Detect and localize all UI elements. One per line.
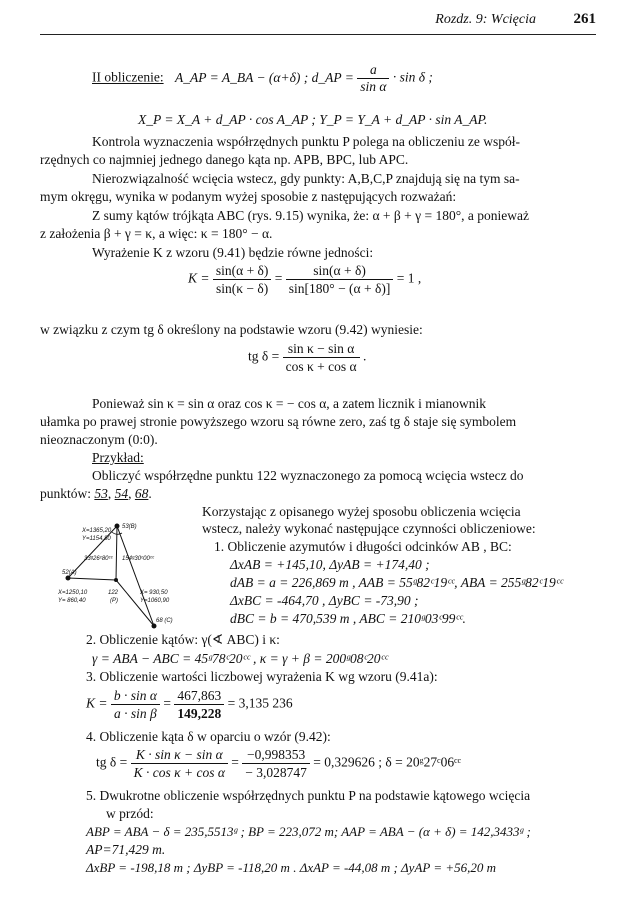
step-5-line-3: ΔxBP = -198,18 m ; ΔyBP = -118,20 m . ΔxAP = -44,08 m ; ΔyAP = +56,20 m <box>86 860 497 875</box>
step-2-line-1: γ = ABA − ABC = 45ᵍ78ᶜ20ᶜᶜ , κ = γ + β = 200ᵍ08ᶜ20ᶜᶜ <box>92 651 388 666</box>
line-b-c <box>117 526 154 626</box>
label-b: 53(B) <box>122 524 137 530</box>
example-line-2: punktów: 53, 54, 68. <box>40 486 152 501</box>
point-a <box>66 576 71 581</box>
label-c-y: Y=1060,90 <box>140 598 170 604</box>
label-angle-left: 33ᵍ26ᶜ80ᶜᶜ <box>84 556 113 562</box>
label-a-y: Y= 860,40 <box>58 598 86 604</box>
point-b <box>115 524 120 529</box>
example-line-1: Obliczyć współrzędne punktu 122 wyznaczonego za pomocą wcięcia wstecz do <box>92 468 524 483</box>
step-3-equation: K = $\frac{\text{b · sin α}}{\text{a · sin β}}$ = $\frac{467,863}{149,228}$ = 3,135 236 <box>86 688 293 721</box>
para-unsolvable-1: Nierozwiązalność wcięcia wstecz, gdy punkty: A,B,C,P znajdują się na tym sa- <box>92 171 520 186</box>
para-since-2: ułamka po prawej stronie powyższego wzoru są równe zero, zaś tg δ staje się symbolem <box>40 414 517 429</box>
label-b-y: Y=1154,80 <box>82 536 111 542</box>
step-1-line-2: dAB = a = 226,869 m , AAB = 55ᵍ82ᶜ19ᶜᶜ, ABA = 255ᵍ82ᶜ19ᶜᶜ <box>230 575 563 590</box>
step-1-title: 1. Obliczenie azymutów i długości odcinków AB , BC: <box>214 539 512 554</box>
step-1-line-4: dBC = b = 470,539 m , ABC = 210ᵍ03ᶜ99ᶜᶜ. <box>230 611 466 626</box>
coord-formula: X_P = X_A + d_AP · cos A_AP ; Y_P = Y_A + d_AP · sin A_AP. <box>138 112 488 127</box>
label-p-paren: (P) <box>110 598 118 604</box>
para-tg-delta: w związku z czym tg δ określony na podstawie wzoru (9.42) wyniesie: <box>40 322 423 337</box>
step-5-title: 5. Dwukrotne obliczenie współrzędnych punktu P na podstawie kątowego wcięcia <box>86 788 531 803</box>
point-c <box>152 624 157 629</box>
label-c-x: X= 930,50 <box>140 590 168 596</box>
label-a-x: X=1250,10 <box>58 590 88 596</box>
step-2-title: 2. Obliczenie kątów: γ(∢ ABC) i κ: <box>86 632 280 647</box>
example-label: Przykład: <box>92 450 144 465</box>
para-sum-1: Z sumy kątów trójkąta ABC (rys. 9.15) wynika, że: α + β + γ = 180°, a ponieważ <box>92 208 529 223</box>
second-calculation: II obliczenie: A_AP = A_BA − (α+δ) ; d_AP = $\frac{a}{\text{sin α}}$ · sin δ ; <box>92 62 433 94</box>
label-angle-right: 154ᵍ30ᶜ00ᶜᶜ <box>122 556 155 562</box>
equation-tg-delta: tg δ = $\frac{\text{sin κ − sin α}}{\text{cos κ + cos α}}$ . <box>248 341 367 374</box>
label-b-x: X=1365,20 <box>82 528 112 534</box>
para-since-3: nieoznaczonym (0:0). <box>40 432 158 447</box>
para-since-1: Ponieważ sin κ = sin α oraz cos κ = − cos α, a zatem licznik i mianownik <box>92 396 487 411</box>
step-5-line-2: AP=71,429 m. <box>86 842 166 857</box>
step-3-title: 3. Obliczenie wartości liczbowej wyrażenia K wg wzoru (9.41a): <box>86 669 438 684</box>
label-a: 52(A) <box>62 570 77 576</box>
step-4-equation: tg δ = $\frac{\text{K · sin κ − sin α}}{\text{K · cos κ + cos α}}$ = $\frac{-0,998353}{- 3,028747}$ = 0,329626 ; δ = 20ᵍ27ᶜ06ᶜᶜ <box>96 747 462 780</box>
para-expression: Wyrażenie K z wzoru (9.41) będzie równe jedności: <box>92 245 374 260</box>
para-sum-2: z założenia β + γ = κ, a więc: κ = 180° − α. <box>40 226 273 241</box>
line-a-p <box>68 578 116 580</box>
step-5-line-1: ABP = ABA − δ = 235,5513ᵍ ; BP = 223,072 m; AAP = ABA − (α + δ) = 142,3433ᵍ ; <box>86 824 531 839</box>
running-header <box>40 8 596 35</box>
example-intro-1: Korzystając z opisanego wyżej sposobu obliczenia wcięcia <box>202 504 521 519</box>
step-4-title: 4. Obliczenie kąta δ w oparciu o wzór (9.42): <box>86 729 331 744</box>
step-1-line-3: ΔxBC = -464,70 , ΔyBC = -73,90 ; <box>230 593 419 608</box>
point-p <box>114 578 118 582</box>
para-control-2: rzędnych co najmniej jednego danego kąta np. APB, BPC, lub APC. <box>40 152 409 167</box>
equation-k-unity: K = $\frac{\sin(\alpha + \delta)}{\sin(\kappa - \delta)}$ = $\frac{\sin(\alpha + \delta)}{\sin[180^\circ - (\alpha + \delta)]}$ = 1 , <box>188 263 422 296</box>
step-5-title-cont: w przód: <box>106 806 154 821</box>
para-unsolvable-2: mym okręgu, wynika w podanym wyżej sposobie z następujących rozważań: <box>40 189 457 204</box>
page-number: 261 <box>573 11 596 27</box>
step-1-line-1: ΔxAB = +145,10, ΔyAB = +174,40 ; <box>230 557 430 572</box>
label-p: 122 <box>108 590 119 596</box>
chapter-title: Rozdz. 9: Wcięcia <box>435 12 536 27</box>
example-intro-2: wstecz, należy wykonać następujące czynności obliczeniowe: <box>202 521 536 536</box>
label-c: 68 (C) <box>156 618 173 624</box>
para-control-1: Kontrola wyznaczenia współrzędnych punktu P polega na obliczeniu ze współ- <box>92 134 520 149</box>
